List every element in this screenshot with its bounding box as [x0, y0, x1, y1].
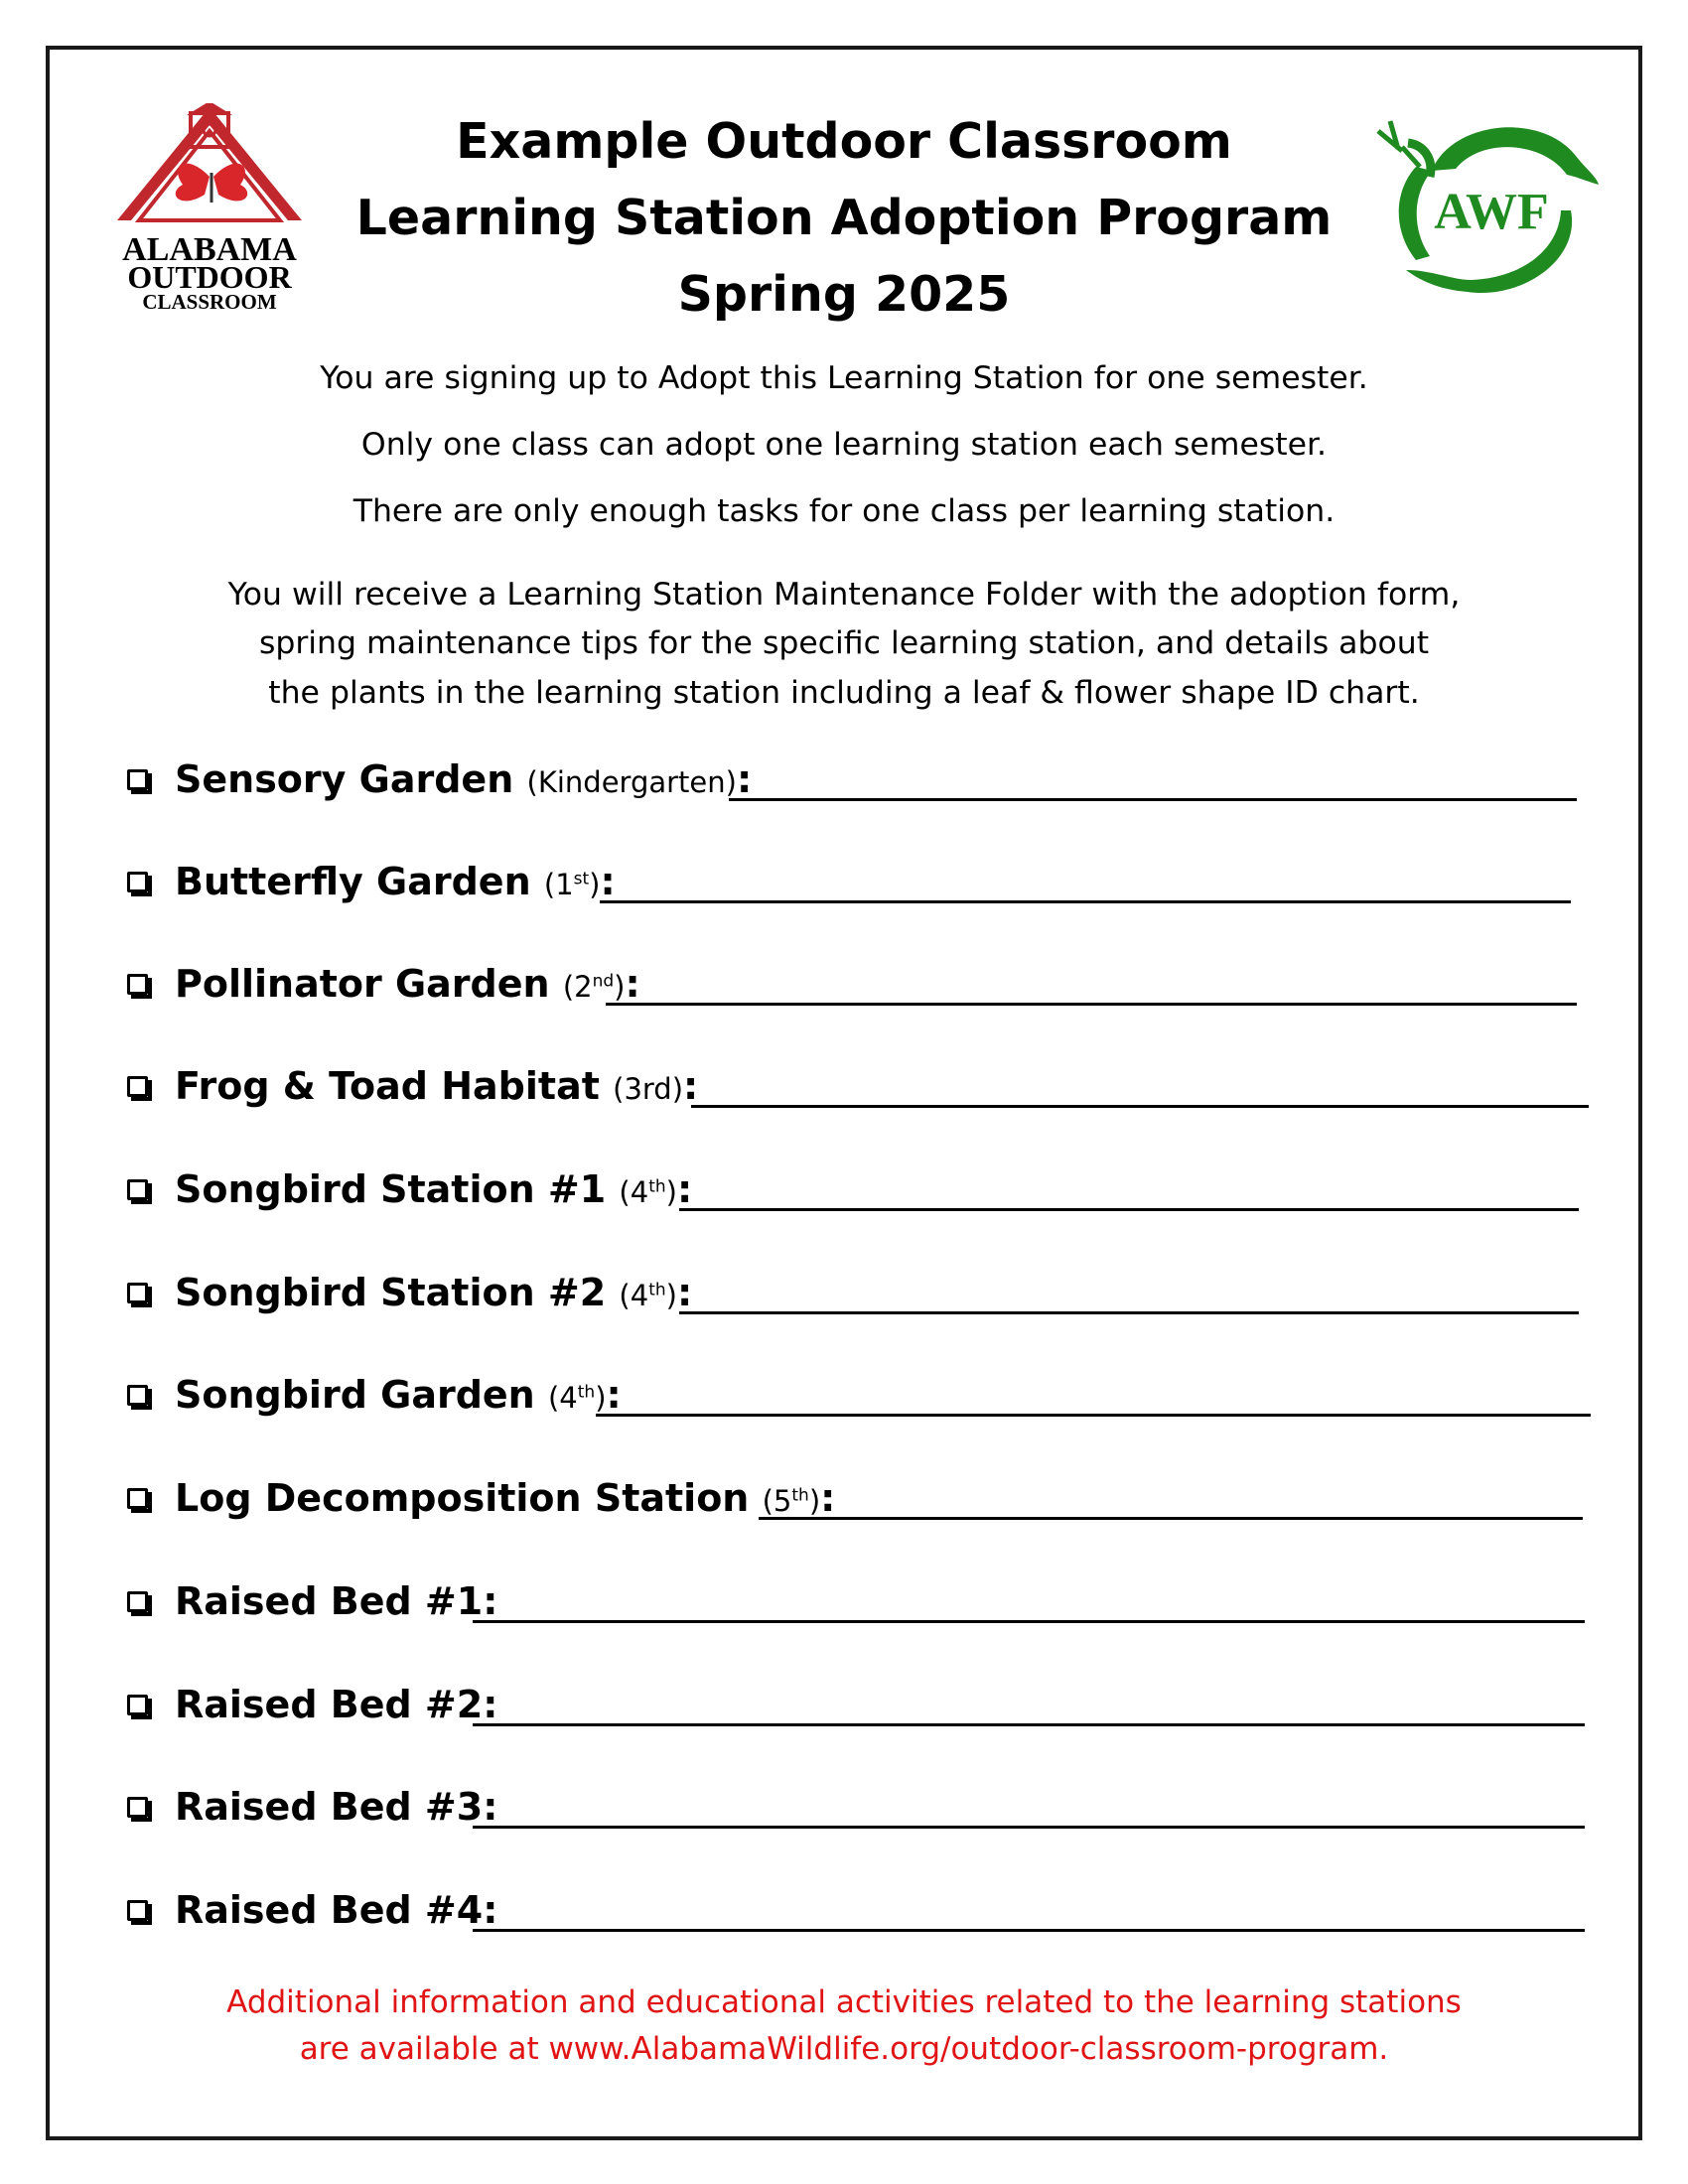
station-grade-suffix: nd — [592, 971, 615, 992]
station-grade: Kindergarten — [537, 765, 726, 799]
station-grade-suffix: th — [648, 1176, 666, 1197]
signup-line[interactable] — [473, 1723, 1585, 1726]
signup-line[interactable] — [473, 1620, 1585, 1623]
alabama-outdoor-classroom-logo — [117, 103, 302, 312]
footer-line-1: Additional information and educational activities related to the learning stations — [226, 1984, 1462, 2020]
station-checkbox[interactable] — [127, 1695, 148, 1715]
signup-line[interactable] — [691, 1105, 1589, 1108]
awf-logo — [1372, 111, 1601, 300]
logo-text-outdoor: OUTDOOR — [127, 259, 292, 295]
signup-line[interactable] — [473, 1929, 1585, 1932]
signup-line[interactable] — [729, 798, 1577, 801]
station-name: Butterfly Garden — [175, 860, 531, 903]
station-grade-suffix: th — [577, 1382, 596, 1403]
station-grade: 4 — [630, 1279, 649, 1312]
station-name: Sensory Garden — [175, 757, 514, 801]
station-checkbox[interactable] — [127, 769, 148, 790]
station-checkbox[interactable] — [127, 1591, 148, 1612]
awf-logo-text: AWF — [1434, 184, 1549, 240]
intro-paragraph-line-1: You will receive a Learning Station Maintenance Folder with the adoption form, — [227, 577, 1461, 613]
logo-text-classroom: CLASSROOM — [142, 290, 277, 312]
intro-line-3: There are only enough tasks for one class per learning station. — [352, 493, 1336, 529]
station-name: Songbird Garden — [175, 1373, 535, 1417]
station-name: Songbird Station #1 — [175, 1167, 607, 1211]
station-grade-suffix: th — [791, 1485, 809, 1506]
station-name: Pollinator Garden — [175, 962, 550, 1006]
intro-paragraph-line-2: spring maintenance tips for the specific learning station, and details about — [258, 625, 1430, 661]
signup-line[interactable] — [606, 1003, 1577, 1006]
signup-line[interactable] — [759, 1517, 1583, 1520]
station-name: Frog & Toad Habitat — [175, 1064, 600, 1108]
station-grade: 3rd — [624, 1072, 672, 1106]
station-checkbox[interactable] — [127, 1179, 148, 1200]
station-grade: 5 — [773, 1484, 792, 1518]
intro-line-2: Only one class can adopt one learning station each semester. — [360, 427, 1328, 463]
signup-line[interactable] — [600, 900, 1571, 903]
station-name: Log Decomposition Station — [175, 1476, 750, 1520]
station-grade-suffix: st — [573, 869, 590, 889]
signup-line[interactable] — [596, 1414, 1591, 1417]
station-checkbox[interactable] — [127, 1283, 148, 1303]
station-name: Raised Bed #3 — [175, 1785, 484, 1829]
station-name: Raised Bed #2 — [175, 1683, 484, 1726]
station-grade-suffix: th — [648, 1280, 666, 1300]
station-checkbox[interactable] — [127, 1488, 148, 1509]
station-name: Raised Bed #1 — [175, 1579, 484, 1623]
station-checkbox[interactable] — [127, 1900, 148, 1921]
station-grade: 4 — [559, 1381, 578, 1415]
page-title-line-2: Learning Station Adoption Program — [355, 190, 1333, 246]
station-checkbox[interactable] — [127, 872, 148, 892]
station-checkbox[interactable] — [127, 974, 148, 995]
logo-text-alabama: ALABAMA — [122, 231, 297, 268]
intro-line-1: You are signing up to Adopt this Learning Station for one semester. — [320, 360, 1368, 396]
signup-line[interactable] — [473, 1826, 1585, 1829]
station-checkbox[interactable] — [127, 1385, 148, 1406]
page-title-line-1: Example Outdoor Classroom — [456, 113, 1232, 170]
footer-line-2: are available at www.AlabamaWildlife.org/outdoor-classroom-program. — [299, 2031, 1389, 2067]
station-name: Songbird Station #2 — [175, 1271, 607, 1314]
station-name: Raised Bed #4 — [175, 1888, 484, 1932]
station-checkbox[interactable] — [127, 1076, 148, 1097]
signup-line[interactable] — [679, 1311, 1579, 1314]
intro-paragraph-line-3: the plants in the learning station including a leaf & flower shape ID chart. — [268, 675, 1420, 711]
page-title-line-3: Spring 2025 — [677, 266, 1011, 323]
station-grade: 2 — [574, 970, 593, 1004]
station-grade: 4 — [630, 1175, 649, 1209]
signup-line[interactable] — [679, 1208, 1579, 1211]
station-checkbox[interactable] — [127, 1797, 148, 1818]
station-grade: 1 — [555, 868, 574, 901]
